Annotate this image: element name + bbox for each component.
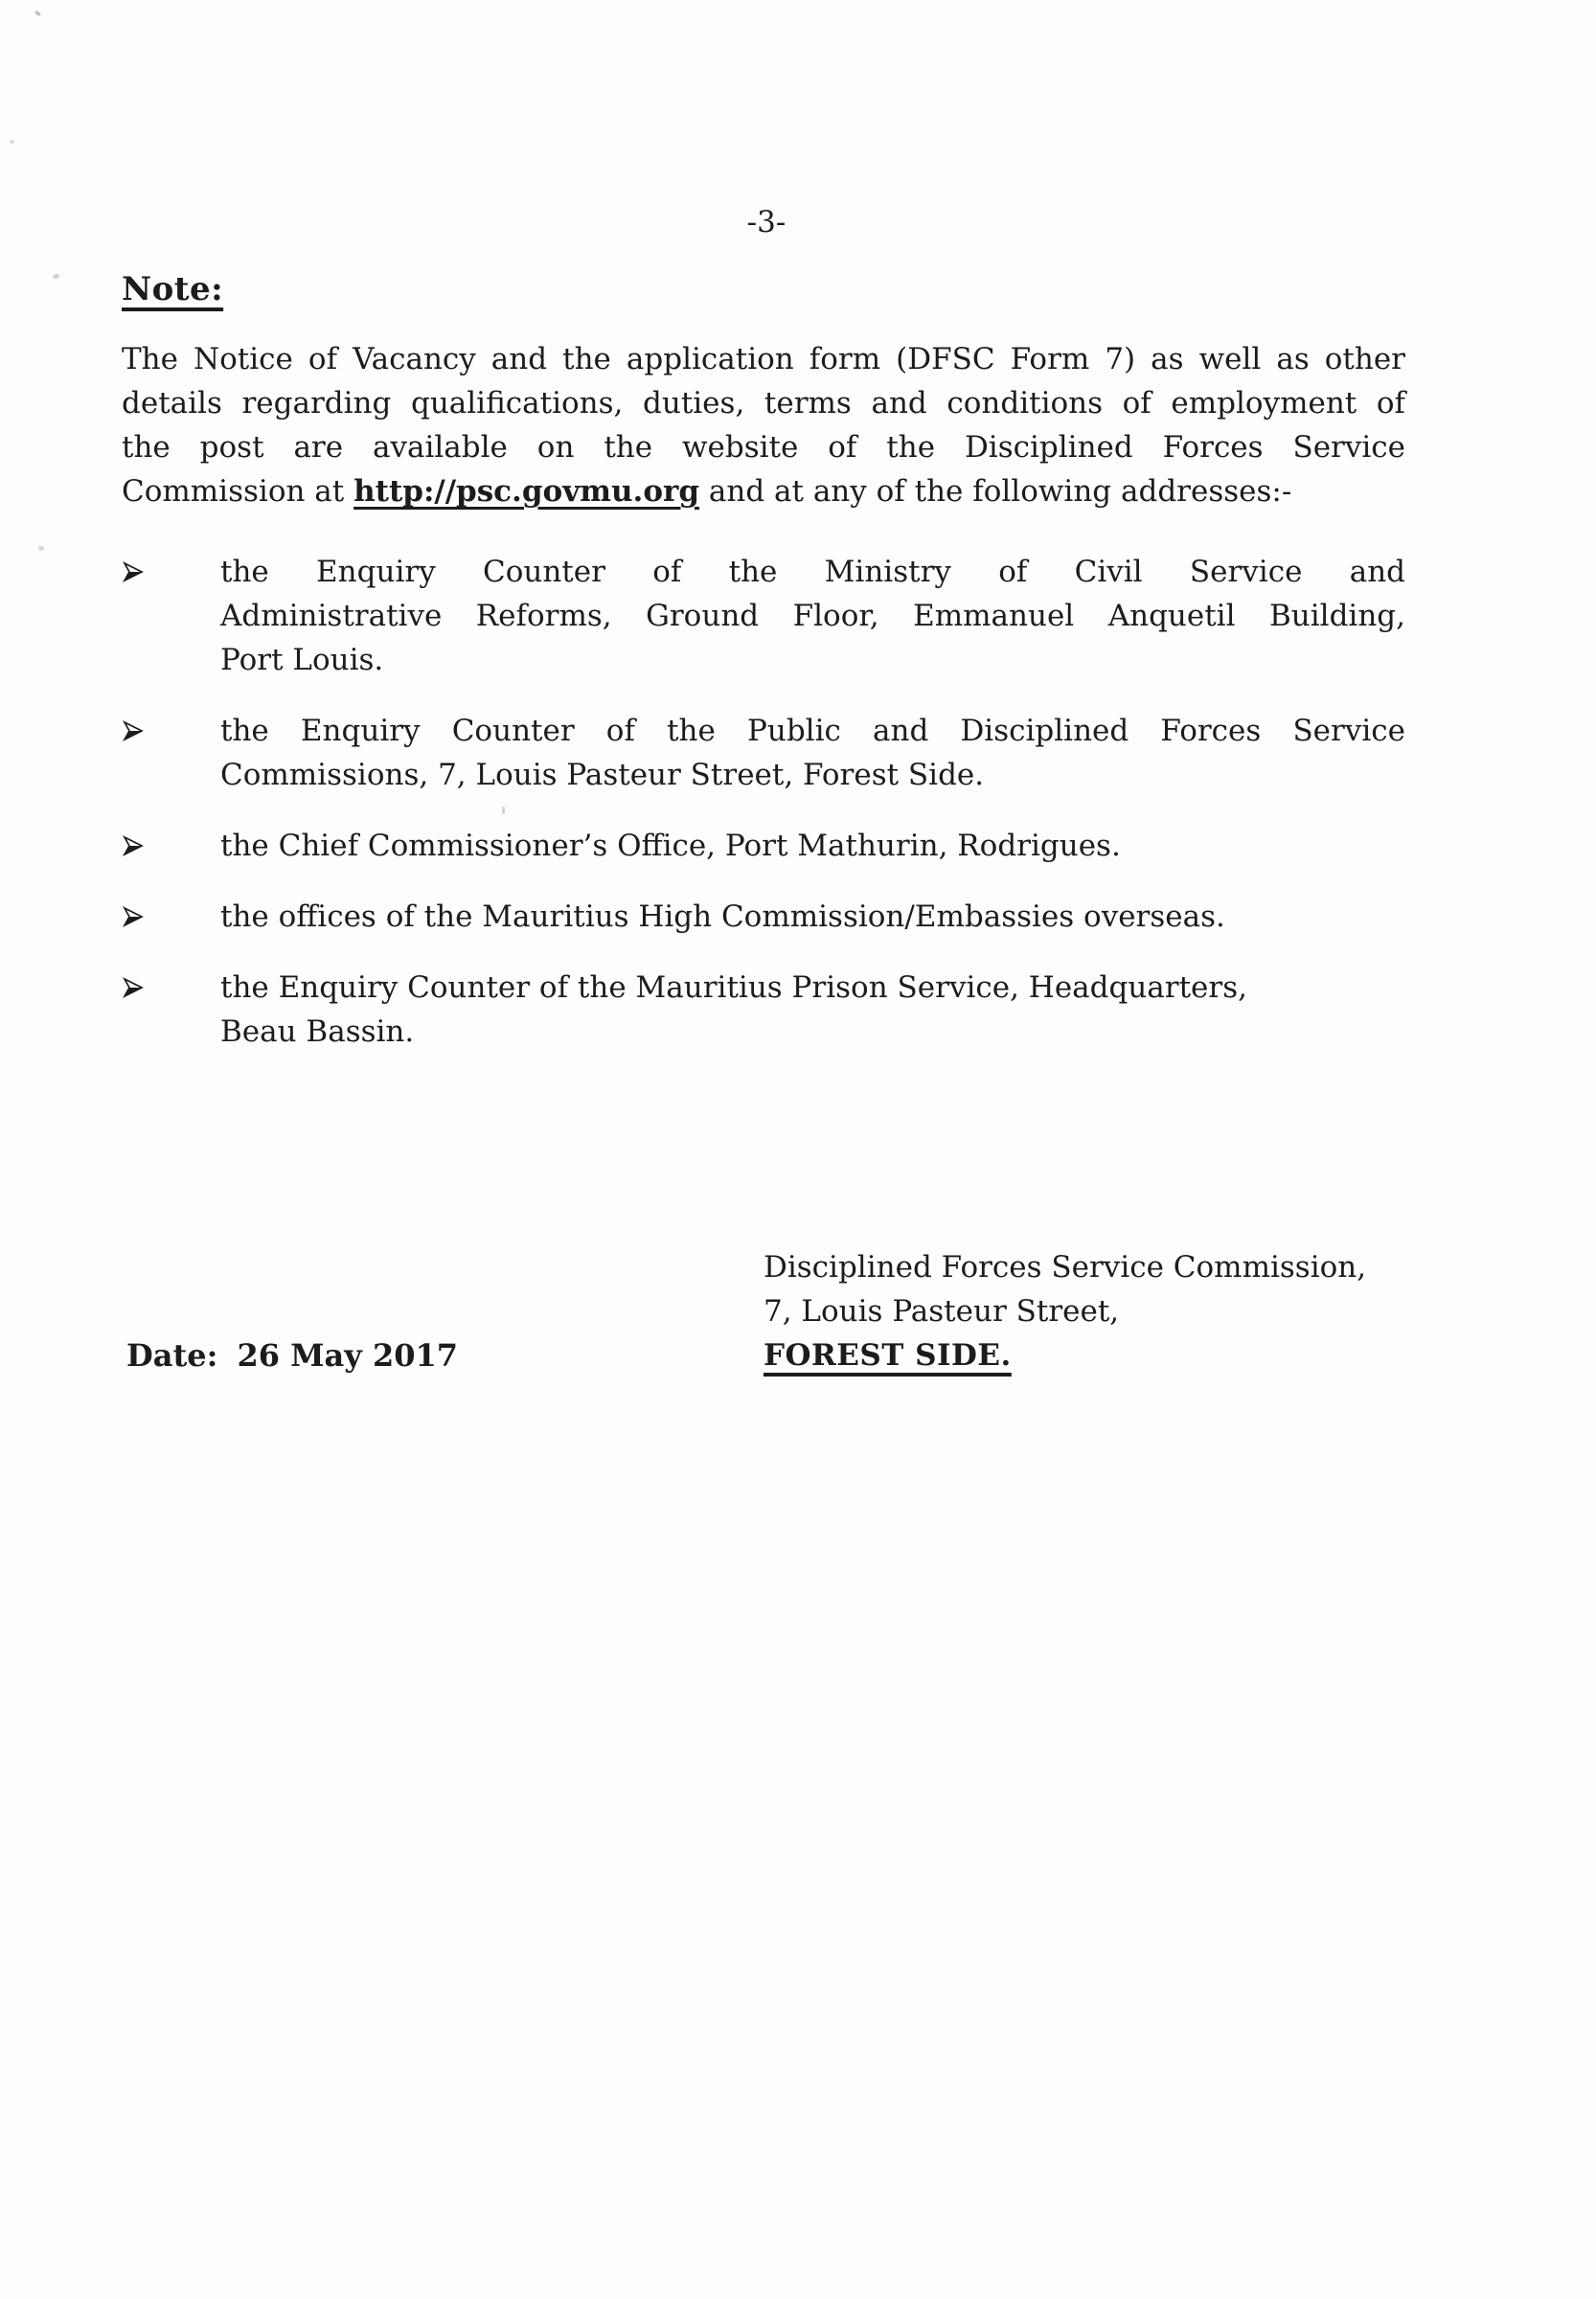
address-line: the offices of the Mauritius High Commission/Embassies overseas. (220, 899, 1225, 934)
address-line: Port Louis. (220, 643, 384, 677)
paragraph-line: The Notice of Vacancy and the application form (DFSC Form 7) as well as other (122, 342, 1405, 376)
address-text (220, 824, 1405, 868)
scan-speck (10, 140, 14, 144)
date-label: Date: (126, 1337, 218, 1374)
scan-speck (38, 546, 44, 551)
paragraph-line (122, 469, 1405, 513)
page-number: -3- (746, 205, 787, 239)
signature-block (764, 1245, 1434, 1377)
website-url: http://psc.govmu.org (353, 474, 700, 509)
address-text (220, 550, 1405, 682)
address-text (220, 966, 1405, 1054)
organization-city-text: FOREST SIDE. (764, 1338, 1012, 1373)
address-text (220, 709, 1405, 797)
paragraph-text: Commission at (122, 474, 354, 509)
address-item (122, 895, 1405, 939)
note-paragraph (122, 337, 1405, 513)
arrow-bullet-icon (122, 895, 220, 939)
address-line: Beau Bassin. (220, 1014, 415, 1049)
organization-name: Disciplined Forces Service Commission, (764, 1250, 1367, 1285)
date-value: 26 May 2017 (237, 1337, 459, 1374)
address-list (122, 550, 1405, 1054)
address-item (122, 966, 1405, 1054)
scan-speck (52, 273, 59, 280)
address-text (220, 895, 1405, 939)
address-item (122, 709, 1405, 797)
arrow-bullet-icon (122, 550, 220, 682)
arrow-bullet-icon (122, 824, 220, 868)
address-line: Commissions, 7, Louis Pasteur Street, Forest Side. (220, 758, 985, 792)
organization-city (764, 1333, 1434, 1377)
scan-speck (34, 10, 41, 16)
address-line: the Enquiry Counter of the Mauritius Prison Service, Headquarters, (220, 970, 1247, 1005)
address-item (122, 550, 1405, 682)
paragraph-line: the post are available on the website of the Disciplined Forces Service (122, 430, 1405, 465)
date-line (126, 1333, 458, 1377)
paragraph-line: details regarding qualifications, duties, terms and conditions of employment of (122, 386, 1405, 421)
paragraph-text: and at any of the following addresses:- (699, 474, 1292, 509)
address-line: Administrative Reforms, Ground Floor, Emmanuel Anquetil Building, (220, 599, 1405, 633)
organization-street: 7, Louis Pasteur Street, (764, 1294, 1120, 1329)
address-line: the Enquiry Counter of the Public and Disciplined Forces Service (220, 714, 1405, 748)
address-line: the Enquiry Counter of the Ministry of Civil Service and (220, 555, 1405, 589)
note-heading (122, 270, 1405, 308)
note-section (122, 270, 1405, 1054)
arrow-bullet-icon (122, 966, 220, 1054)
arrow-bullet-icon (122, 709, 220, 797)
address-line: the Chief Commissioner’s Office, Port Mathurin, Rodrigues. (220, 829, 1121, 863)
note-heading-text: Note: (122, 270, 224, 308)
address-item (122, 824, 1405, 868)
